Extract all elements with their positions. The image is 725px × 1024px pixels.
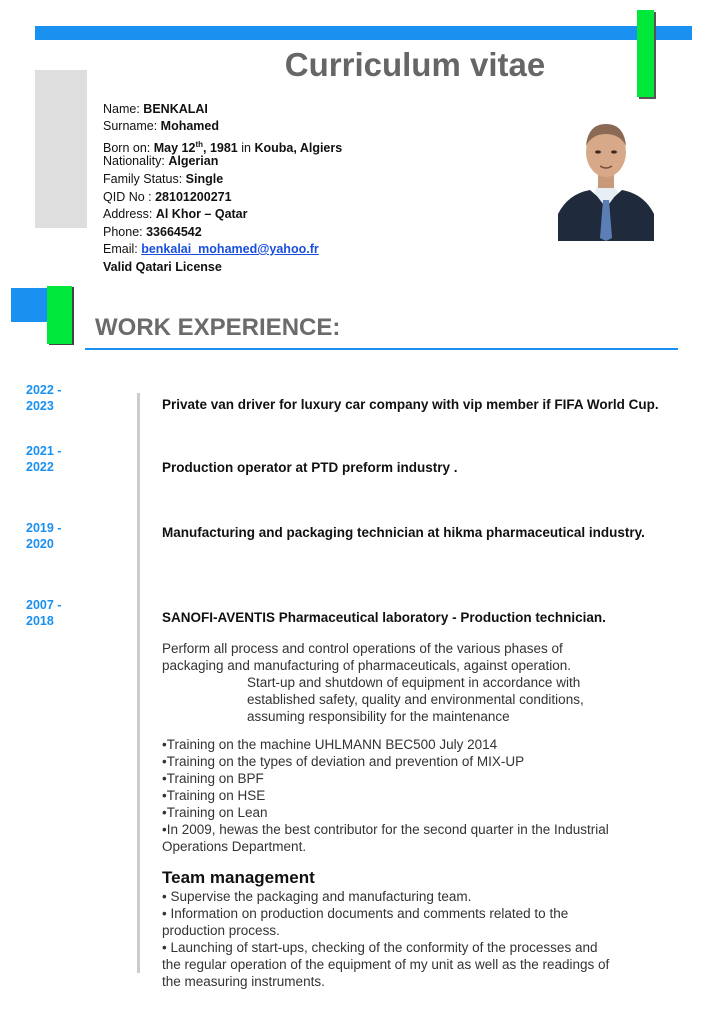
email-line: Email: benkalai_mohamed@yahoo.fr	[103, 242, 319, 256]
job-year: 2021 - 2022	[26, 444, 62, 474]
job-year: 2007 - 2018	[26, 598, 62, 628]
nationality-line: Nationality: Algerian	[103, 154, 219, 168]
job-description: Perform all process and control operations of the various phases of packaging and manufacturing of pharmaceuticals, against operation. Start-up and shutdown of equipment in accordance with established safety, quality and environmental conditions, assuming responsibility for the maintenance	[162, 641, 584, 724]
qid-line: QID No : 28101200271	[103, 190, 232, 204]
team-list	[162, 888, 662, 990]
green-accent-block	[47, 286, 72, 344]
list-item: •Training on BPF	[162, 771, 264, 786]
job-title: Manufacturing and packaging technician at hikma pharmaceutical industry.	[162, 525, 645, 540]
list-item: • Supervise the packaging and manufacturing team.	[162, 889, 472, 904]
blue-accent-block	[11, 288, 49, 322]
gray-accent-block	[35, 70, 87, 228]
portrait-photo	[558, 114, 654, 241]
section-divider	[85, 348, 678, 350]
job-title: Private van driver for luxury car company with vip member if FIFA World Cup.	[162, 397, 659, 412]
list-item: •Training on Lean	[162, 805, 268, 820]
birth-line: Born on: May 12th, 1981 in Kouba, Algiers	[103, 140, 343, 156]
page-title: Curriculum vitae	[284, 46, 546, 83]
top-accent-bar	[35, 26, 692, 40]
list-item: •Training on the machine UHLMANN BEC500 July 2014	[162, 737, 498, 752]
list-item: •In 2009, hewas the best contributor for the second quarter in the Industrial	[162, 822, 609, 837]
email-link[interactable]: benkalai_mohamed@yahoo.fr	[141, 242, 319, 256]
address-line: Address: Al Khor – Qatar	[103, 207, 248, 221]
section-heading: WORK EXPERIENCE:	[95, 314, 341, 341]
list-item: the measuring instruments.	[162, 974, 325, 989]
timeline-line	[137, 393, 140, 973]
job-year: 2019 - 2020	[26, 521, 62, 551]
job-year: 2022 - 2023	[26, 383, 62, 413]
license-line: Valid Qatari License	[103, 260, 222, 274]
list-item: production process.	[162, 923, 280, 938]
job-title: SANOFI-AVENTIS Pharmaceutical laboratory - Production technician.	[162, 610, 606, 625]
family-status-line: Family Status: Single	[103, 172, 224, 186]
list-item: • Information on production documents and comments related to the	[162, 906, 569, 921]
job-title: Production operator at PTD preform industry .	[162, 460, 458, 475]
list-item: • Launching of start-ups, checking of the conformity of the processes and	[162, 940, 598, 955]
training-list	[162, 736, 662, 855]
list-item: Operations Department.	[162, 839, 307, 854]
name-line: Name: BENKALAI	[103, 102, 208, 116]
list-item: •Training on the types of deviation and prevention of MIX-UP	[162, 754, 525, 769]
phone-line: Phone: 33664542	[103, 225, 202, 239]
surname-line: Surname: Mohamed	[103, 119, 220, 133]
list-item: the regular operation of the equipment of my unit as well as the readings of	[162, 957, 610, 972]
team-heading: Team management	[162, 868, 315, 887]
list-item: •Training on HSE	[162, 788, 266, 803]
